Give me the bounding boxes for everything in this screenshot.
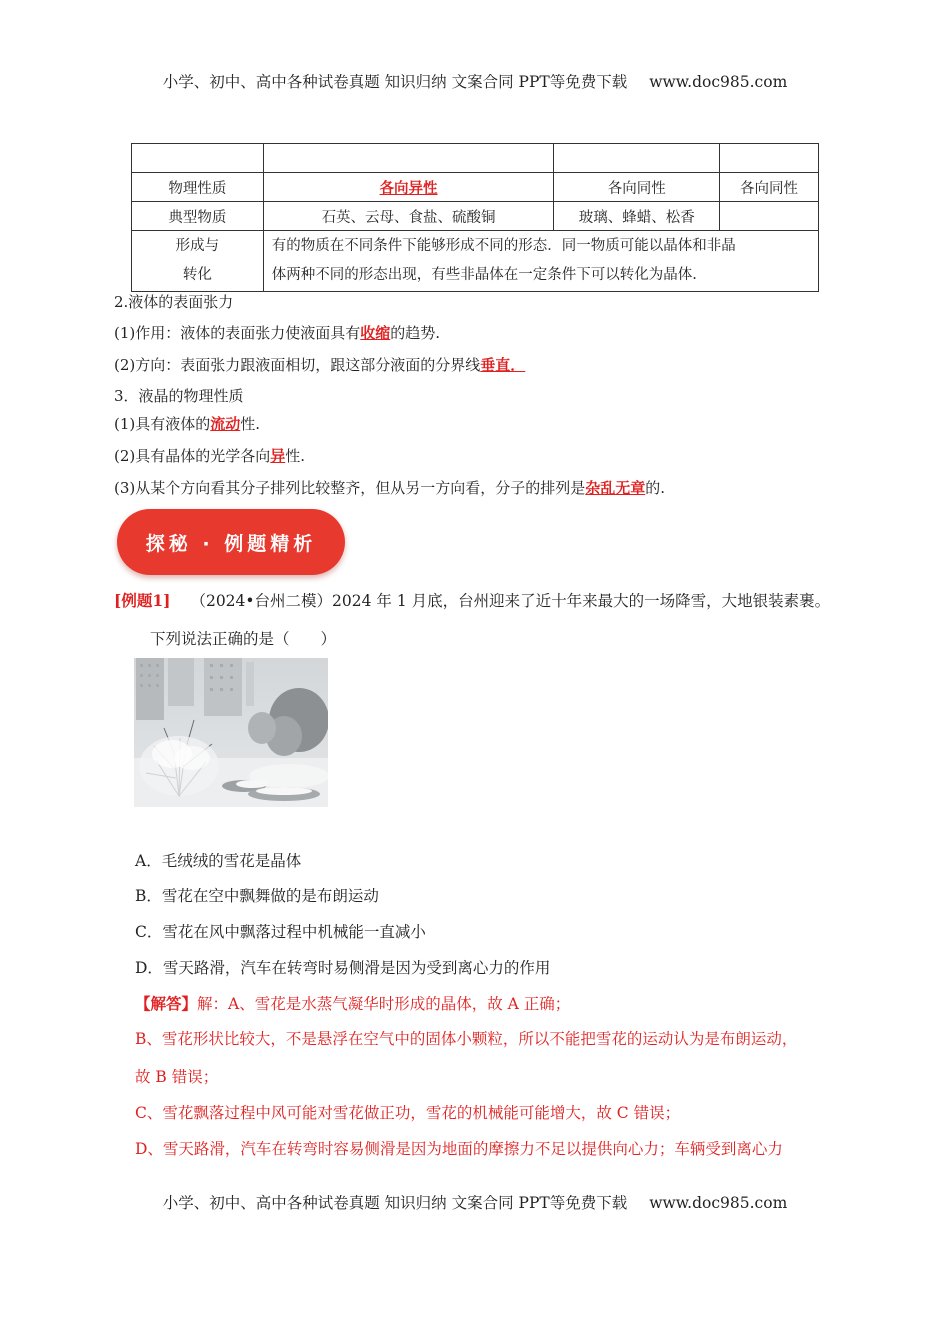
crystal-property-table: [131, 143, 819, 292]
text: （2024•台州二模）2024 年 1 月底，台州迎来了近十年来最大的一场降雪，大地银装素裹。: [190, 592, 831, 610]
banner-text: 探秘 · 例题精析: [145, 532, 317, 555]
table-cell: [263, 144, 554, 173]
table-cell: [132, 144, 264, 173]
answer-line-3: 故 B 错误；: [135, 1068, 219, 1086]
example-banner: [117, 509, 345, 575]
table-cell: 石英、云母、食盐、硫酸铜: [263, 202, 554, 231]
table-row: [132, 173, 819, 202]
table-cell: [720, 144, 819, 173]
row-label-line: 形成与: [175, 238, 220, 254]
table-cell: [720, 202, 819, 231]
section-3-item-1: [114, 414, 260, 434]
answer-lead: 【解答】: [135, 994, 198, 1013]
snow-scene-image: [134, 658, 328, 807]
answer-line-2: B、雪花形状比较大，不是悬浮在空气中的固体小颗粒，所以不能把雪花的运动认为是布朗运动，: [135, 1030, 798, 1048]
section-3-item-2: [114, 446, 305, 466]
paragraph-line: 有的物质在不同条件下能够形成不同的形态．同一物质可能以晶体和非晶: [271, 238, 736, 254]
answer-line-5: D、雪天路滑，汽车在转弯时容易侧滑是因为地面的摩擦力不足以提供向心力；车辆受到离心力: [135, 1140, 783, 1158]
footer-url[interactable]: www.doc985.com: [649, 1194, 788, 1212]
answer-key: 流动: [210, 415, 241, 433]
text: (3)从某个方向看其分子排列比较整齐，但从另一方向看，分子的排列是: [114, 479, 586, 497]
text: (2)具有晶体的光学各向: [114, 447, 271, 465]
text: 的趋势.: [390, 324, 441, 342]
page-header: [0, 70, 950, 92]
table-cell: [263, 173, 554, 202]
header-text: 小学、初中、高中各种试卷真题 知识归纳 文案合同 PPT等免费下载: [162, 73, 628, 91]
answer-key: 杂乱无章: [585, 479, 646, 497]
table-cell: 各向同性: [554, 173, 720, 202]
example-tag: [例题1]: [114, 591, 171, 610]
option-b: B．雪花在空中飘舞做的是布朗运动: [135, 887, 379, 905]
section-2-item-2: [114, 355, 525, 375]
snow-photo: [134, 658, 328, 807]
row-label: 物理性质: [132, 173, 264, 202]
answer-key: 异: [270, 447, 286, 465]
page-footer: [0, 1191, 950, 1213]
option-c: C．雪花在风中飘落过程中机械能一直减小: [135, 923, 426, 941]
row-label-line: 转化: [182, 267, 212, 283]
section-3-title: 3．液晶的物理性质: [114, 387, 244, 405]
section-2-title: 2.液体的表面张力: [114, 293, 234, 311]
text: (1)作用：液体的表面张力使液面具有: [114, 324, 361, 342]
table-cell: 各向同性: [720, 173, 819, 202]
table-cell: 玻璃、蜂蜡、松香: [554, 202, 720, 231]
example-question: 下列说法正确的是（ ）: [150, 630, 337, 648]
option-a: A．毛绒绒的雪花是晶体: [135, 852, 302, 870]
option-d: D．雪天路滑，汽车在转弯时易侧滑是因为受到离心力的作用: [135, 959, 551, 977]
text: 的.: [645, 479, 666, 497]
table-cell: [263, 231, 818, 292]
answer-key: 垂直．: [480, 356, 526, 374]
table-row: [132, 231, 819, 292]
table-header-row: [132, 144, 819, 173]
header-url[interactable]: www.doc985.com: [649, 73, 788, 91]
section-3-item-3: [114, 478, 665, 498]
row-label: 典型物质: [132, 202, 264, 231]
footer-text: 小学、初中、高中各种试卷真题 知识归纳 文案合同 PPT等免费下载: [162, 1194, 628, 1212]
answer-line-4: C、雪花飘落过程中风可能对雪花做正功，雪花的机械能可能增大，故 C 错误；: [135, 1104, 681, 1122]
table-row: [132, 202, 819, 231]
answer-key: 收缩: [360, 324, 391, 342]
text: 性.: [285, 447, 306, 465]
text: (1)具有液体的: [114, 415, 211, 433]
text: (2)方向：表面张力跟液面相切，跟这部分液面的分界线: [114, 356, 481, 374]
row-label: [132, 231, 264, 292]
section-2-item-1: [114, 323, 440, 343]
table-cell: [554, 144, 720, 173]
paragraph-line: 体两种不同的形态出现，有些非晶体在一定条件下可以转化为晶体.: [271, 267, 697, 283]
answer-line-1: [135, 992, 570, 1014]
answer-key: 各向异性: [379, 179, 438, 197]
example-stem: [114, 589, 830, 611]
text: 解：A、雪花是水蒸气凝华时形成的晶体，故 A 正确；: [197, 995, 571, 1013]
text: 性.: [240, 415, 261, 433]
